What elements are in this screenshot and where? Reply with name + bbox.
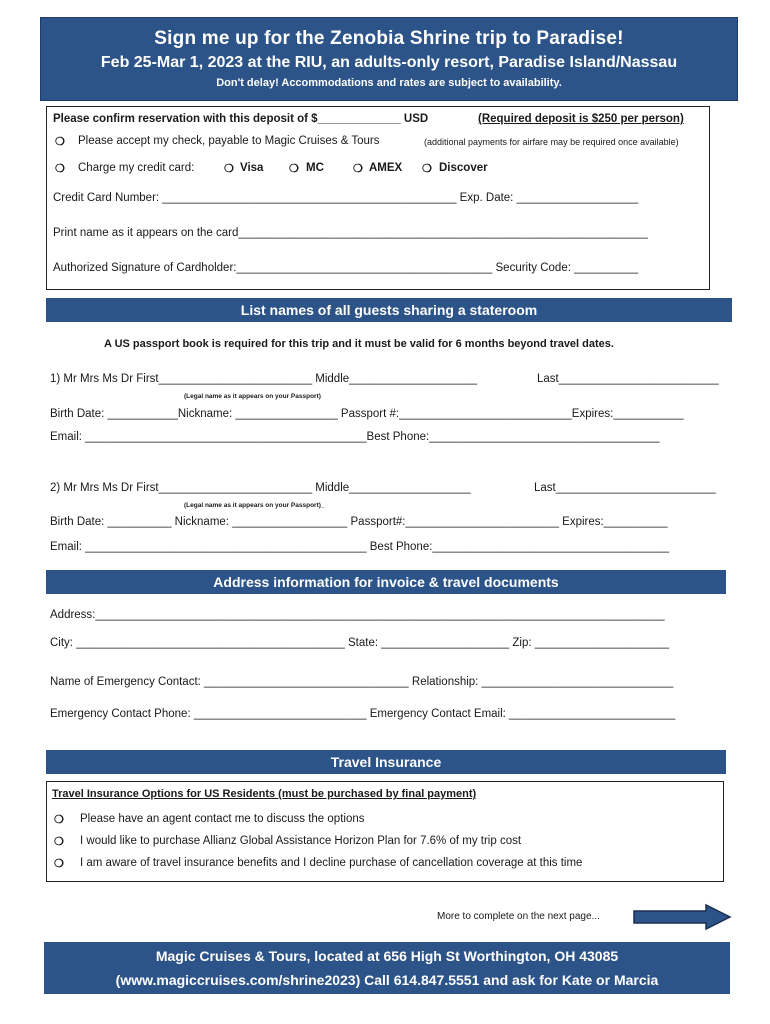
availability-notice: Don't delay! Accommodations and rates are subject to availability. bbox=[216, 77, 562, 89]
card-option-label: Charge my credit card: bbox=[78, 162, 195, 174]
guest2-birth-field[interactable]: Birth Date: __________ Nickname: __________________ Passport#:________________________ Expires:__________ bbox=[50, 516, 668, 528]
mc-radio[interactable]: ❍ bbox=[289, 163, 299, 175]
insurance-option-3-radio[interactable]: ❍ bbox=[54, 858, 64, 870]
guest1-email-field[interactable]: Email: ____________________________________________Best Phone:____________________________________ bbox=[50, 431, 660, 443]
discover-label: Discover bbox=[439, 162, 488, 174]
guest2-legal-note: (Legal name as it appears on your Passport)_ bbox=[184, 502, 325, 509]
passport-note: A US passport book is required for this trip and it must be valid for 6 months beyond travel dates. bbox=[104, 338, 614, 350]
visa-radio[interactable]: ❍ bbox=[224, 163, 234, 175]
guest1-last-field[interactable]: Last_________________________ bbox=[537, 373, 719, 385]
card-option-radio[interactable]: ❍ bbox=[55, 163, 65, 175]
card-number-field[interactable]: Credit Card Number: ______________________________________________ Exp. Date: ___________________ bbox=[53, 192, 639, 204]
insurance-heading: Travel Insurance Options for US Residents (must be purchased by final payment) bbox=[52, 788, 477, 800]
check-option-label: Please accept my check, payable to Magic Cruises & Tours bbox=[78, 135, 380, 147]
airfare-note: (additional payments for airfare may be required once available) bbox=[424, 137, 679, 147]
discover-radio[interactable]: ❍ bbox=[422, 163, 432, 175]
footer-address: Magic Cruises & Tours, located at 656 High St Worthington, OH 43085 bbox=[155, 948, 619, 964]
trip-subtitle: Feb 25-Mar 1, 2023 at the RIU, an adults-only resort, Paradise Island/Nassau bbox=[100, 54, 678, 71]
form-title: Sign me up for the Zenobia Shrine trip to Paradise! bbox=[154, 28, 624, 49]
arrow-right-icon bbox=[632, 903, 732, 931]
emergency-contact-field[interactable]: Name of Emergency Contact: ________________________________ Relationship: ______________________________ bbox=[50, 676, 674, 688]
insurance-option-2-label: I would like to purchase Allianz Global Assistance Horizon Plan for 7.6% of my trip cost bbox=[80, 835, 522, 847]
insurance-option-3-label: I am aware of travel insurance benefits and I decline purchase of cancellation coverage at this time bbox=[80, 857, 583, 869]
address-section-bar: Address information for invoice & travel documents bbox=[46, 570, 726, 594]
footer-contact: (www.magiccruises.com/shrine2023) Call 614.847.5551 and ask for Kate or Marcia bbox=[115, 972, 659, 988]
guest1-name-field[interactable]: 1) Mr Mrs Ms Dr First________________________ Middle____________________ bbox=[50, 373, 478, 385]
guest1-legal-note: (Legal name as it appears on your Passport) bbox=[184, 393, 321, 400]
visa-label: Visa bbox=[240, 162, 264, 174]
mc-label: MC bbox=[306, 162, 324, 174]
guest2-email-field[interactable]: Email: ____________________________________________ Best Phone:_____________________________________ bbox=[50, 541, 670, 553]
deposit-line[interactable]: Please confirm reservation with this deposit of $_____________ USD bbox=[53, 113, 429, 125]
guest1-birth-field[interactable]: Birth Date: ___________Nickname: ________________ Passport #:___________________________Expires:___________ bbox=[50, 408, 684, 420]
insurance-option-1-radio[interactable]: ❍ bbox=[54, 814, 64, 826]
footer-bar bbox=[44, 942, 730, 994]
insurance-section-bar: Travel Insurance bbox=[46, 750, 726, 774]
print-name-field[interactable]: Print name as it appears on the card________________________________________________________________ bbox=[53, 227, 648, 239]
emergency-phone-field[interactable]: Emergency Contact Phone: ___________________________ Emergency Contact Email: __________________________ bbox=[50, 708, 676, 720]
amex-radio[interactable]: ❍ bbox=[353, 163, 363, 175]
address-field[interactable]: Address:_________________________________________________________________________________________ bbox=[50, 609, 665, 621]
insurance-option-2-radio[interactable]: ❍ bbox=[54, 836, 64, 848]
amex-label: AMEX bbox=[369, 162, 403, 174]
guests-section-bar: List names of all guests sharing a stateroom bbox=[46, 298, 732, 322]
insurance-option-1-label: Please have an agent contact me to discuss the options bbox=[80, 813, 365, 825]
signature-field[interactable]: Authorized Signature of Cardholder:________________________________________ Security Code: __________ bbox=[53, 262, 639, 274]
guest2-last-field[interactable]: Last_________________________ bbox=[534, 482, 716, 494]
guest2-name-field[interactable]: 2) Mr Mrs Ms Dr First________________________ Middle___________________ bbox=[50, 482, 471, 494]
check-option-radio[interactable]: ❍ bbox=[55, 136, 65, 148]
deposit-required-note: (Required deposit is $250 per person) bbox=[478, 113, 684, 125]
next-page-note: More to complete on the next page... bbox=[437, 911, 600, 922]
form-header bbox=[40, 17, 738, 101]
city-state-zip-field[interactable]: City: __________________________________________ State: ____________________ Zip: _____________________ bbox=[50, 637, 670, 649]
